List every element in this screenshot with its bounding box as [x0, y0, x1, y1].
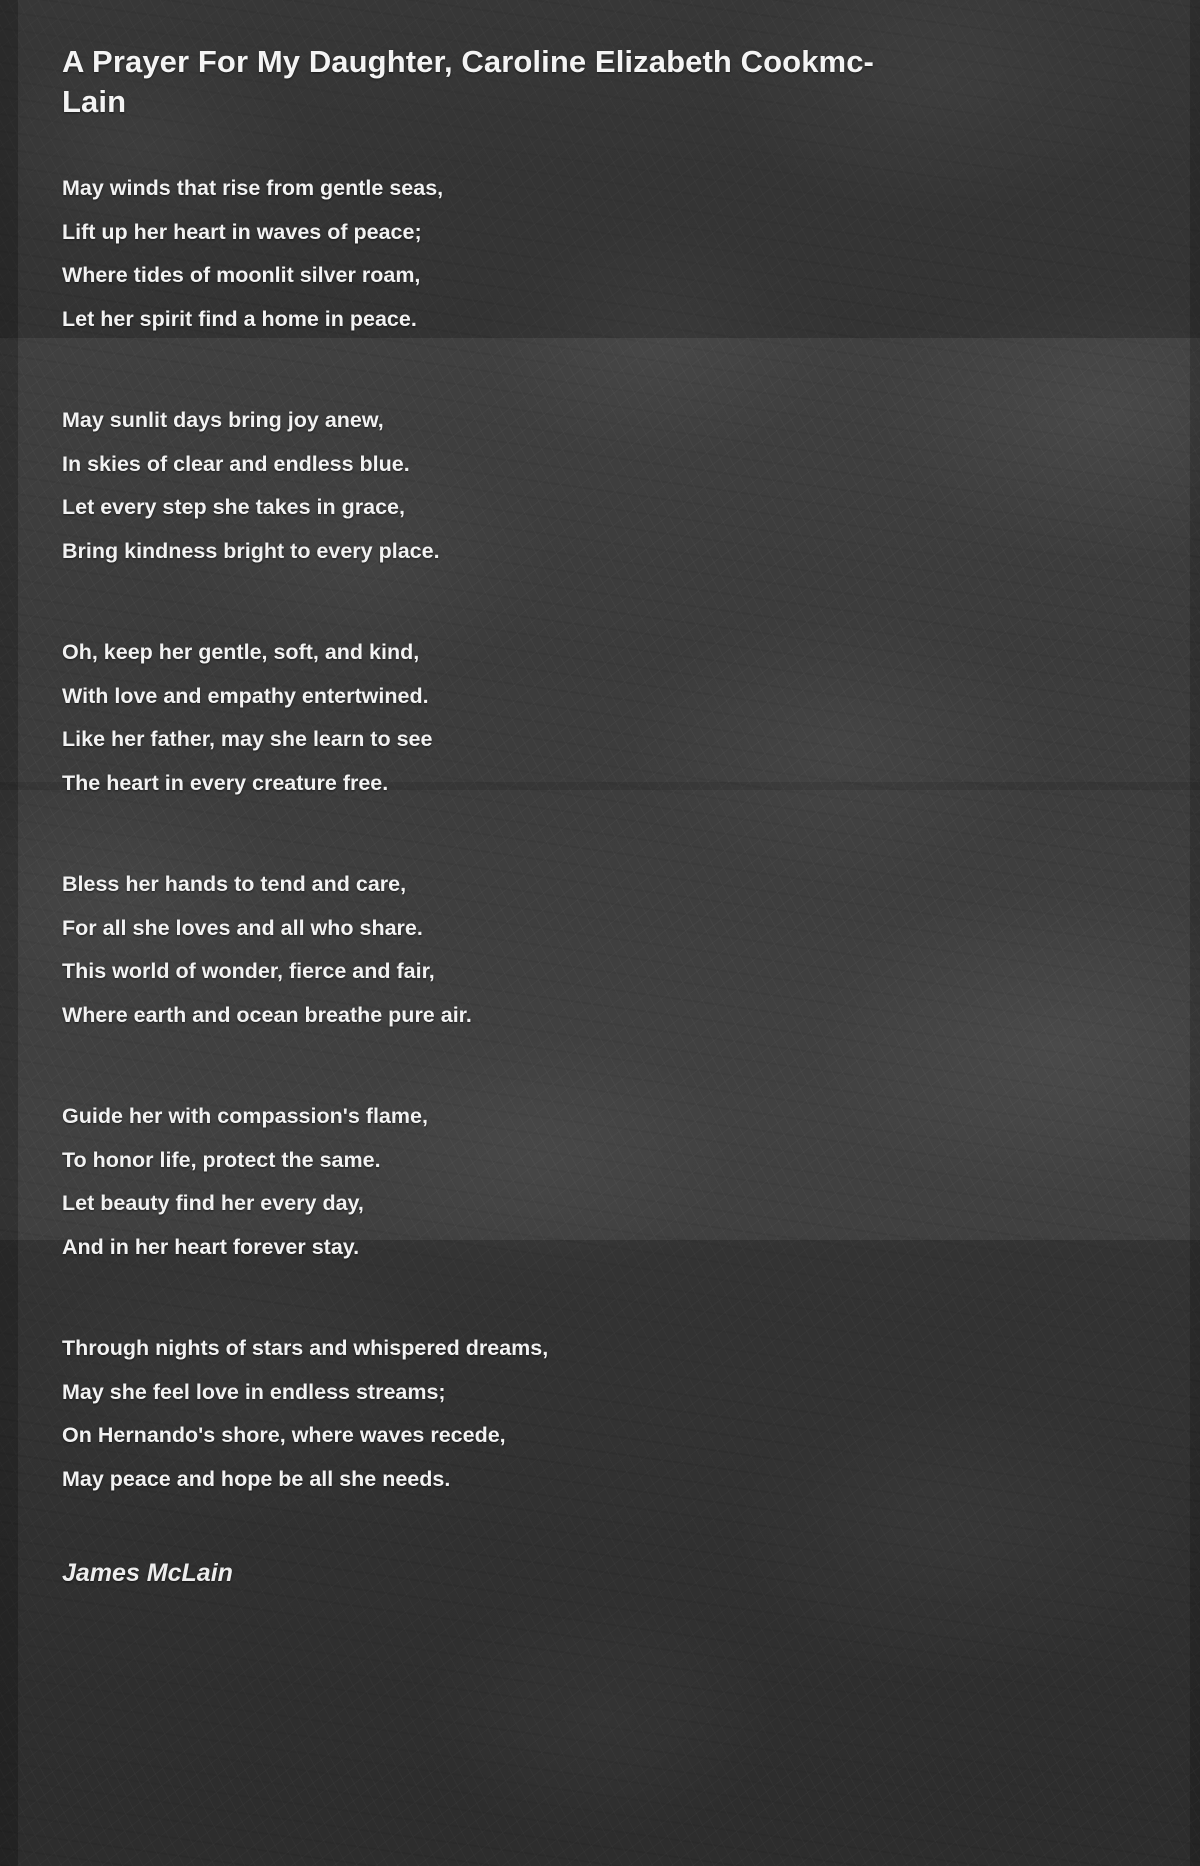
- poem-stanza: [62, 1327, 1140, 1501]
- poem-line: Where tides of moonlit silver roam,: [62, 263, 421, 288]
- poem-line: And in her heart forever stay.: [62, 1234, 360, 1259]
- poem-line: On Hernando's shore, where waves recede,: [62, 1423, 506, 1448]
- poem-line: To honor life, protect the same.: [62, 1147, 381, 1172]
- poem-line: May she feel love in endless streams;: [62, 1379, 446, 1404]
- poem-stanza: [62, 399, 1140, 573]
- poem-line: Bring kindness bright to every place.: [62, 538, 440, 563]
- page-title: A Prayer For My Daughter, Caroline Elizabeth Cookmc- Lain: [62, 44, 874, 119]
- poem-line: Like her father, may she learn to see: [62, 727, 433, 752]
- poem-line: The heart in every creature free.: [62, 770, 389, 795]
- poem-line: Through nights of stars and whispered dreams,: [62, 1336, 549, 1361]
- poem-line: With love and empathy entertwined.: [62, 683, 429, 708]
- poem-line: Let her spirit find a home in peace.: [62, 306, 417, 331]
- poem-line: This world of wonder, fierce and fair,: [62, 959, 435, 984]
- poem-line: For all she loves and all who share.: [62, 915, 423, 940]
- poem-stanza: [62, 167, 1140, 341]
- poem-line: May peace and hope be all she needs.: [62, 1466, 451, 1491]
- poem-stanza: [62, 631, 1140, 805]
- poem-line: Let every step she takes in grace,: [62, 495, 405, 520]
- poem-line: May winds that rise from gentle seas,: [62, 176, 444, 201]
- poem-line: Let beauty find her every day,: [62, 1191, 364, 1216]
- poem-line: Guide her with compassion's flame,: [62, 1104, 428, 1129]
- poem-body: [62, 167, 1140, 1501]
- poem-stanza: [62, 1095, 1140, 1269]
- poem-line: In skies of clear and endless blue.: [62, 451, 410, 476]
- poem-line: Where earth and ocean breathe pure air.: [62, 1002, 472, 1027]
- poem-stanza: [62, 863, 1140, 1037]
- poem-author: James McLain: [62, 1559, 233, 1588]
- poem-line: Oh, keep her gentle, soft, and kind,: [62, 640, 420, 665]
- poem-line: May sunlit days bring joy anew,: [62, 408, 384, 433]
- poem-line: Bless her hands to tend and care,: [62, 872, 407, 897]
- poem-line: Lift up her heart in waves of peace;: [62, 219, 422, 244]
